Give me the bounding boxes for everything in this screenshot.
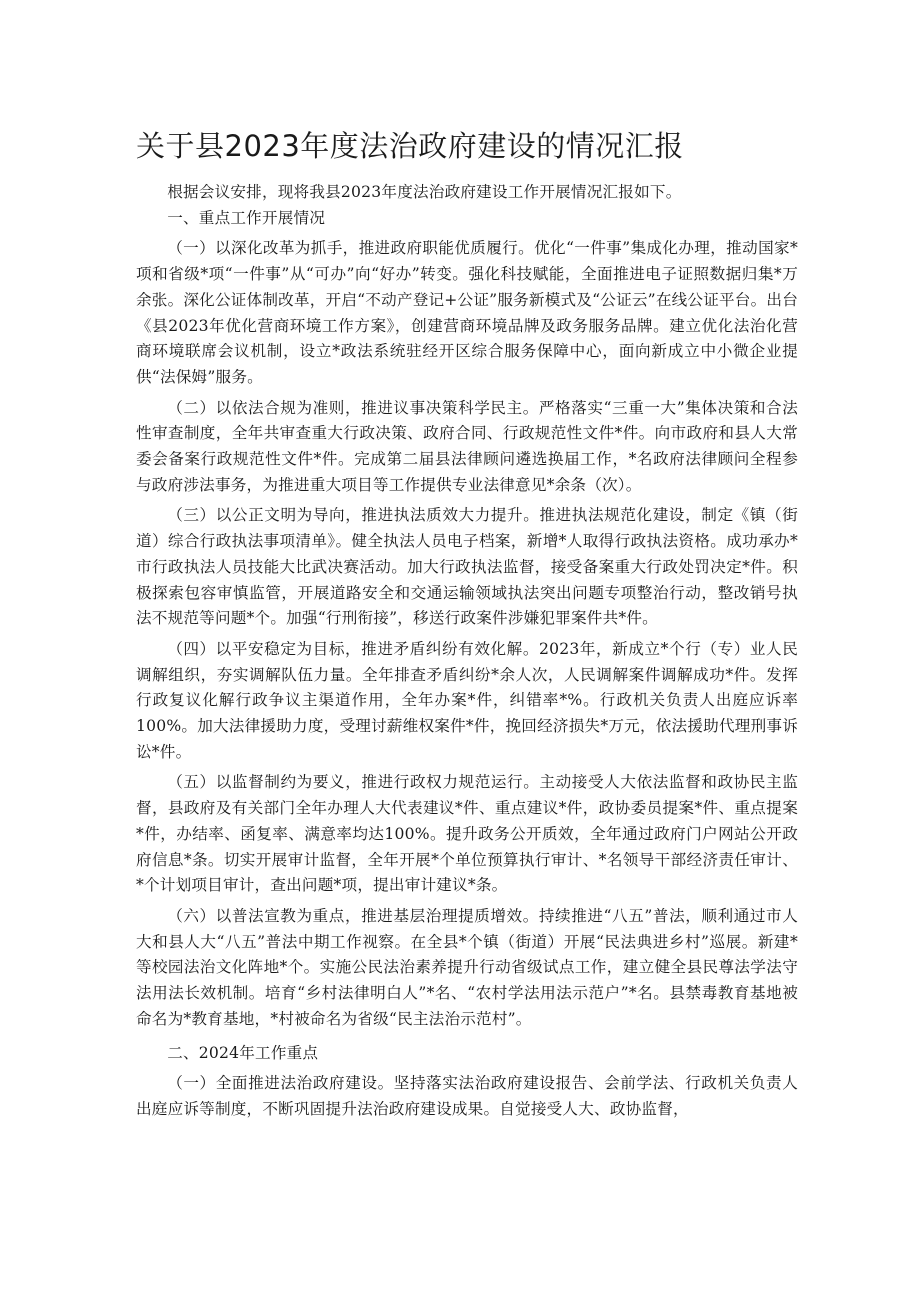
section-heading-1: 一、重点工作开展情况 — [167, 208, 326, 227]
document-title: 关于县2023年度法治政府建设的情况汇报 — [136, 129, 684, 163]
paragraph-decision-making: （二）以依法合规为准则，推进议事决策科学民主。严格落实“三重一大”集体决策和合法性审查制度，全年共审查重大行政决策、政府合同、行政规范性文件*件。向市政府和县人大常委会备案行政规范性文件*件。完成第二届县法律顾问遴选换届工作，*名政府法律顾问全程参与政府涉法事务，为推进重大项目等工作提供专业法律意见*余条（次）。 — [136, 398, 798, 494]
paragraph-dispute-resolution: （四）以平安稳定为目标，推进矛盾纠纷有效化解。2023年，新成立*个行（专）业人民调解组织，夯实调解队伍力量。全年排查矛盾纠纷*余人次，人民调解案件调解成功*件。发挥行政复议化解行政争议主渠道作用，全年办案*件，纠错率*%。行政机关负责人出庭应诉率100%。加大法律援助力度，受理讨薪维权案件*件，挽回经济损失*万元，依法援助代理刑事诉讼*件。 — [136, 639, 798, 761]
paragraph-supervision: （五）以监督制约为要义，推进行政权力规范运行。主动接受人大依法监督和政协民主监督，县政府及有关部门全年办理人大代表建议*件、重点建议*件，政协委员提案*件、重点提案*件，办结率、函复率、满意率均达100%。提升政务公开质效，全年通过政府门户网站公开政府信息*条。切实开展审计监督，全年开展*个单位预算执行审计、*名领导干部经济责任审计、*个计划项目审计，查出问题*项，提出审计建议*条。 — [136, 773, 798, 895]
paragraph-legal-education: （六）以普法宣教为重点，推进基层治理提质增效。持续推进“八五”普法，顺利通过市人大和县人大“八五”普法中期工作视察。在全县*个镇（街道）开展“民法典进乡村”巡展。新建*等校园法治文化阵地*个。实施公民法治素养提升行动省级试点工作，建立健全县民尊法学法守法用法长效机制。培育“乡村法律明白人”*名、“农村学法用法示范户”*名。县禁毒教育基地被命名为*教育基地，*村被命名为省级“民主法治示范村”。 — [136, 906, 798, 1028]
document-body — [136, 180, 798, 1123]
section-heading-2: 二、2024年工作重点 — [167, 1043, 319, 1062]
paragraph-law-enforcement: （三）以公正文明为导向，推进执法质效大力提升。推进执法规范化建设，制定《镇（街道）综合行政执法事项清单》。健全执法人员电子档案，新增*人取得行政执法资格。成功承办*市行政执法人员技能大比武决赛活动。加大行政执法监督，接受备案重大行政处罚决定*件。积极探索包容审慎监管，开展道路安全和交通运输领域执法突出问题专项整治行动，整改销号执法不规范等问题*个。加强“行刑衔接”，移送行政案件涉嫌犯罪案件共*件。 — [136, 506, 798, 628]
intro-paragraph: 根据会议安排，现将我县2023年度法治政府建设工作开展情况汇报如下。 — [167, 183, 682, 201]
paragraph-2024-focus-1: （一）全面推进法治政府建设。坚持落实法治政府建设报告、会前学法、行政机关负责人出庭应诉等制度，不断巩固提升法治政府建设成果。自觉接受人大、政协监督， — [136, 1074, 798, 1118]
paragraph-reform: （一）以深化改革为抓手，推进政府职能优质履行。优化“一件事”集成化办理，推动国家*项和省级*项“一件事”从“可办”向“好办”转变。强化科技赋能，全面推进电子证照数据归集*万余张。深化公证体制改革，开启“不动产登记+公证”服务新模式及“公证云”在线公证平台。出台《县2023年优化营商环境工作方案》，创建营商环境品牌及政务服务品牌。建立优化法治化营商环境联席会议机制，设立*政法系统驻经开区综合服务保障中心，面向新成立中小微企业提供“法保姆”服务。 — [136, 239, 798, 386]
